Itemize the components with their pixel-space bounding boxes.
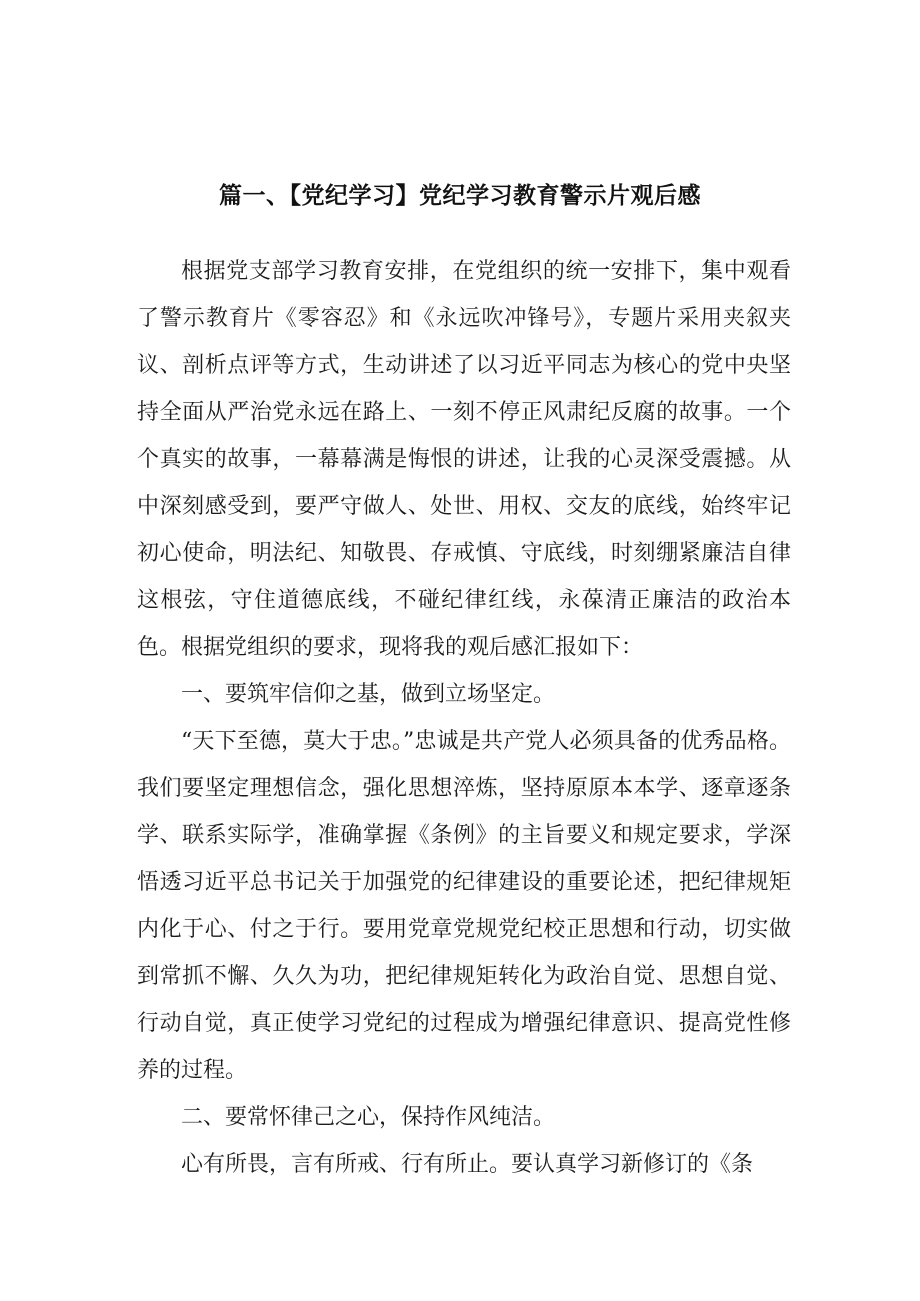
section-heading-1: 一、要筑牢信仰之基，做到立场坚定。: [181, 682, 556, 707]
document-title: 篇一、【党纪学习】党纪学习教育警示片观后感: [219, 183, 701, 209]
paragraph-section-1: “天下至德，莫大于忠。”忠诚是共产党人必须具备的优秀品格。我们要坚定理想信念，强化思想淬炼，坚持原原本本学、逐章逐条学、联系实际学，准确掌握《条例》的主旨要义和规定要求，学深悟透习近平总书记关于加强党的纪律建设的重要论述，把纪律规矩内化于心、付之于行。要用党章党规党纪校正思想和行动，切实做到常抓不懈、久久为功，把纪律规矩转化为政治自觉、思想自觉、行动自觉，真正使学习党纪的过程成为增强纪律意识、提高党性修养的过程。: [137, 729, 791, 1083]
paragraph-intro: 根据党支部学习教育安排，在党组织的统一安排下，集中观看了警示教育片《零容忍》和《永远吹冲锋号》，专题片采用夹叙夹议、剖析点评等方式，生动讲述了以习近平同志为核心的党中央坚持全面从严治党永远在路上、一刻不停正风肃纪反腐的故事。一个个真实的故事，一幕幕满是悔恨的讲述，让我的心灵深受震撼。从中深刻感受到，要严守做人、处世、用权、交友的底线，始终牢记初心使命，明法纪、知敬畏、存戒慎、守底线，时刻绷紧廉洁自律这根弦，守住道德底线，不碰纪律红线，永葆清正廉洁的政治本色。根据党组织的要求，现将我的观后感汇报如下：: [137, 259, 791, 660]
document-body: [137, 248, 791, 1188]
section-heading-2: 二、要常怀律己之心，保持作风纯洁。: [181, 1105, 556, 1130]
paragraph-section-2: 心有所畏，言有所戒、行有所止。要认真学习新修订的《条: [181, 1152, 754, 1177]
